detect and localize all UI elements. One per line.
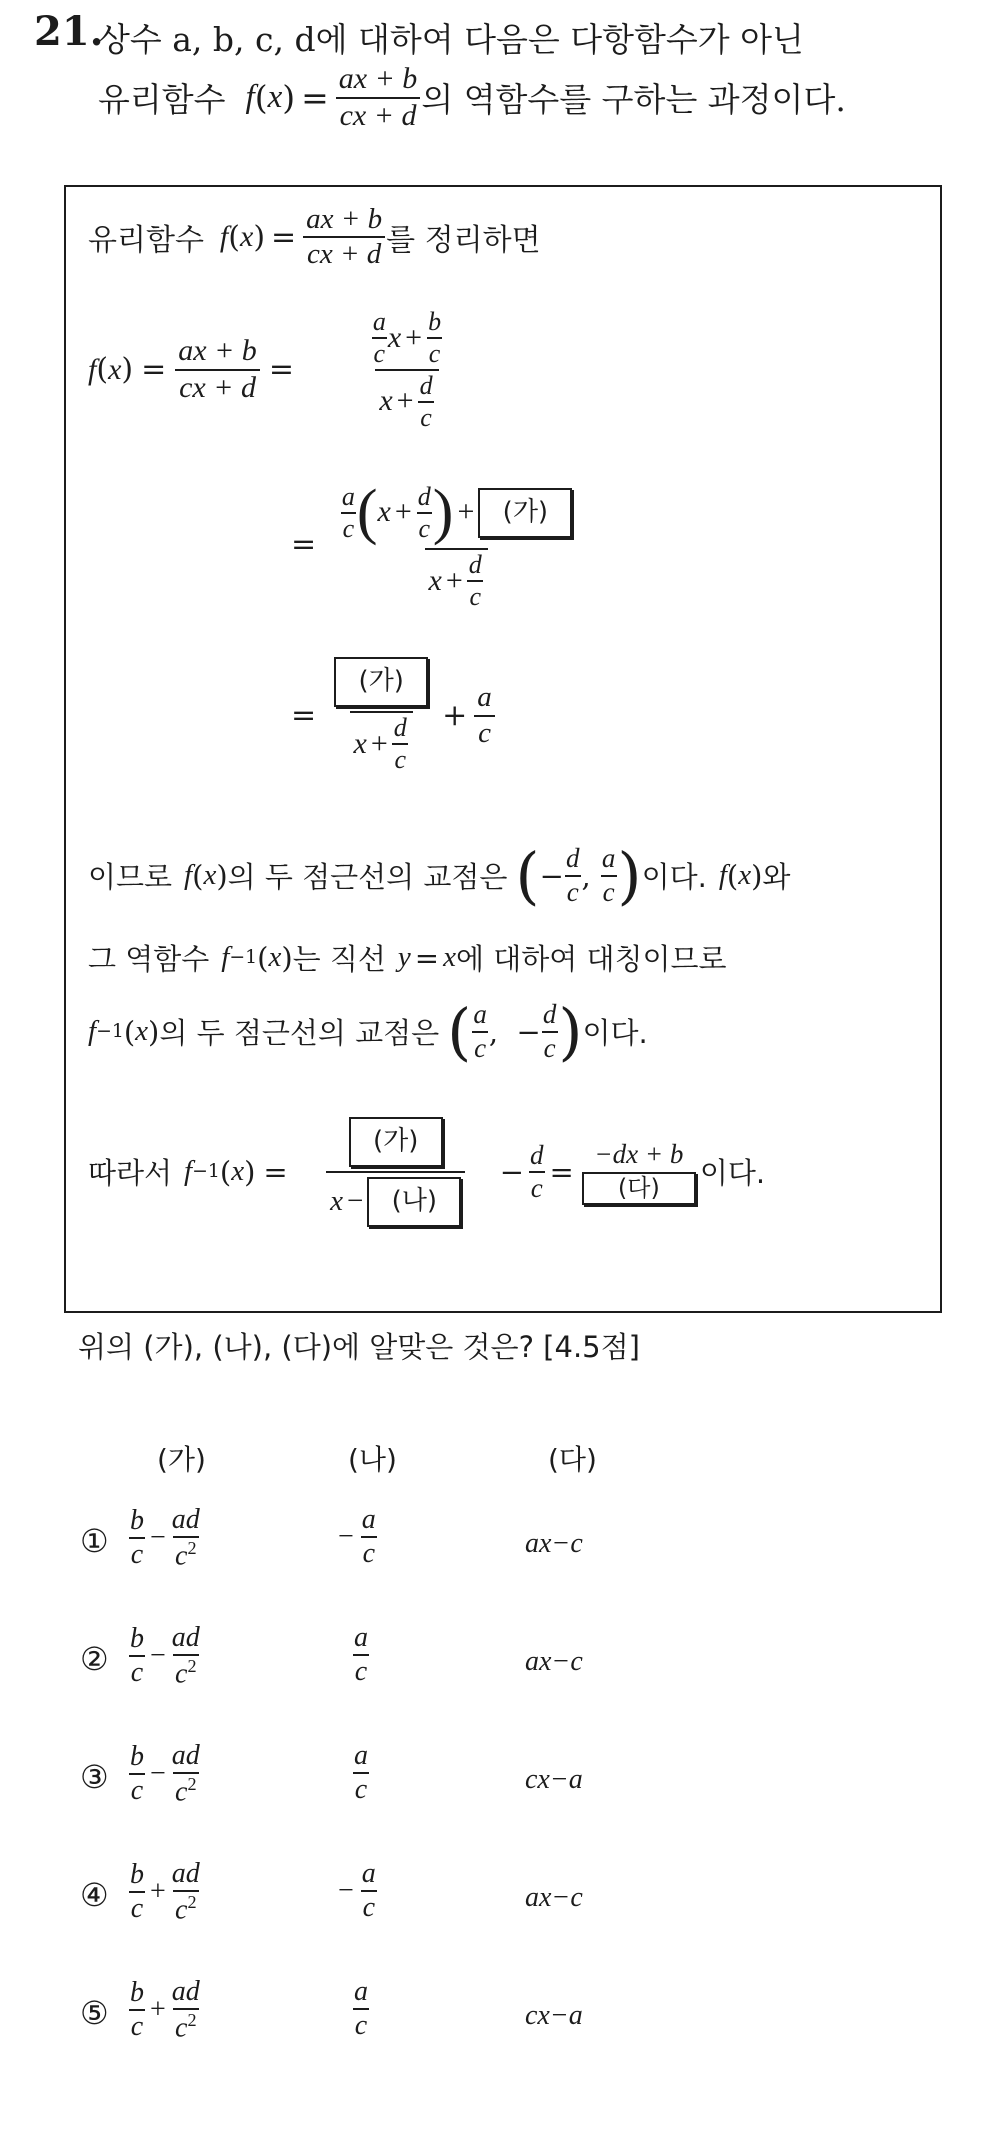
choice-da-expr: ax−c bbox=[525, 1528, 583, 1559]
choice-da-expr: cx−a bbox=[525, 2000, 583, 2031]
choice-ga-op: − bbox=[150, 1640, 166, 1672]
final-line: 따라서 f −1 ( x ) = (가) x − (나) − $\frac{d}{c}$ = −dx + b (다) 이다. bbox=[88, 1117, 765, 1227]
sym-line-prefix: 그 역함수 bbox=[88, 942, 210, 976]
choice-3[interactable] bbox=[0, 1736, 1004, 1836]
problem-number: 21. bbox=[34, 8, 104, 55]
symmetry-line: 그 역함수 f −1 ( x ) 는 직선 y = x 에 대하여 대칭이므로 bbox=[88, 937, 727, 978]
choice-ga-expr: $\frac{b}{c}$ − $\frac{ad}{c^2}$ bbox=[130, 1504, 200, 1572]
choice-da-expr: ax−c bbox=[525, 1646, 583, 1677]
choice-4[interactable] bbox=[0, 1854, 1004, 1954]
step-2: = $\frac{a}{c}$ ( x + $\frac{d}{c}$ ) + (가) x + $\frac{d}{c}$ bbox=[291, 477, 586, 612]
choice-na-expr: $\frac{a}{c}$ bbox=[354, 1740, 368, 1806]
choice-marker: ③ bbox=[80, 1758, 109, 1796]
problem-line-2-prefix: 유리함수 bbox=[98, 80, 226, 119]
therefore-label: 따라서 bbox=[88, 1156, 173, 1191]
intro-suffix: 를 정리하면 bbox=[386, 223, 541, 259]
asym-prefix: 이므로 bbox=[88, 860, 173, 894]
problem-line-2: 유리함수 f ( x ) = $\frac{ax + b}{cx + d}$ 의 역함수를 구하는 과정이다. bbox=[98, 62, 846, 132]
choice-2[interactable] bbox=[0, 1618, 1004, 1718]
choice-ga-op: + bbox=[150, 1876, 166, 1908]
choice-marker: ⑤ bbox=[80, 1994, 109, 2032]
choice-marker: ① bbox=[80, 1522, 109, 1560]
choice-1[interactable] bbox=[0, 1500, 1004, 1600]
choice-ga-op: − bbox=[150, 1522, 166, 1554]
asymptote-line: 이므로 f ( x ) 의 두 점근선의 교점은 ( − $\frac{d}{c}$ , $\frac{a}{c}$ ) 이다. f ( x ) 와 bbox=[88, 839, 791, 912]
inv-asym-mid: 의 두 점근선의 교점은 bbox=[159, 1016, 440, 1050]
blank-da: (다) bbox=[582, 1172, 696, 1206]
intro-prefix: 유리함수 bbox=[88, 223, 204, 259]
asym-suffix: 이다. bbox=[641, 860, 707, 894]
choice-ga-expr: $\frac{b}{c}$ + $\frac{ad}{c^2}$ bbox=[130, 1976, 200, 2044]
choice-5[interactable] bbox=[0, 1972, 1004, 2072]
blank-ga-3: (가) bbox=[349, 1117, 443, 1167]
header-da: (다) bbox=[548, 1443, 597, 1476]
blank-ga-2: (가) bbox=[334, 657, 428, 707]
question-text: 위의 (가), (나), (다)에 알맞은 것은? [4.5점] bbox=[78, 1330, 640, 1364]
choice-da-expr: ax−c bbox=[525, 1882, 583, 1913]
choice-marker: ② bbox=[80, 1640, 109, 1678]
problem-line-1: 상수 a, b, c, d에 대하여 다음은 다항함수가 아닌 bbox=[98, 20, 804, 59]
choice-na-expr: − $\frac{a}{c}$ bbox=[338, 1504, 376, 1570]
sym-line-mid: 는 직선 bbox=[292, 942, 386, 976]
intro-line: 유리함수 f ( x ) = $\frac{ax + b}{cx + d}$ 를 정리하면 bbox=[88, 203, 541, 271]
final-suffix: 이다. bbox=[699, 1156, 766, 1191]
derivation-box bbox=[64, 185, 942, 1313]
choice-ga-expr: $\frac{b}{c}$ + $\frac{ad}{c^2}$ bbox=[130, 1858, 200, 1926]
blank-na: (나) bbox=[367, 1177, 461, 1227]
choice-na-expr: $\frac{a}{c}$ bbox=[354, 1976, 368, 2042]
inverse-asymptote-line: f −1 ( x ) 의 두 점근선의 교점은 ( $\frac{a}{c}$ , − $\frac{d}{c}$ ) 이다. bbox=[88, 995, 648, 1068]
problem-line-2-suffix: 의 역함수를 구하는 과정이다. bbox=[421, 80, 846, 119]
choice-ga-op: − bbox=[150, 1758, 166, 1790]
step-1: f ( x ) = $\frac{ax + b}{cx + d}$ = $\frac{a}{c}$ x + $\frac{b}{c}$ x + $\frac{d}{c}$ bbox=[88, 307, 442, 432]
choice-na-expr: − $\frac{a}{c}$ bbox=[338, 1858, 376, 1924]
asym-mid: 의 두 점근선의 교점은 bbox=[227, 860, 508, 894]
header-ga: (가) bbox=[157, 1443, 206, 1476]
header-na: (나) bbox=[348, 1443, 397, 1476]
choice-da-expr: cx−a bbox=[525, 1764, 583, 1795]
inv-asym-suffix: 이다. bbox=[582, 1016, 648, 1050]
choice-ga-expr: $\frac{b}{c}$ − $\frac{ad}{c^2}$ bbox=[130, 1622, 200, 1690]
asym-tail: 와 bbox=[762, 860, 791, 894]
choice-ga-expr: $\frac{b}{c}$ − $\frac{ad}{c^2}$ bbox=[130, 1740, 200, 1808]
blank-ga-1: (가) bbox=[478, 488, 572, 538]
choice-na-sign: − bbox=[338, 1875, 354, 1907]
step-3: = (가) x + $\frac{d}{c}$ + $\frac{a}{c}$ bbox=[291, 657, 496, 775]
choice-ga-op: + bbox=[150, 1994, 166, 2026]
choice-na-sign: − bbox=[338, 1521, 354, 1553]
choice-marker: ④ bbox=[80, 1876, 109, 1914]
sym-line-end: 에 대하여 대칭이므로 bbox=[455, 942, 727, 976]
choice-na-expr: $\frac{a}{c}$ bbox=[354, 1622, 368, 1688]
